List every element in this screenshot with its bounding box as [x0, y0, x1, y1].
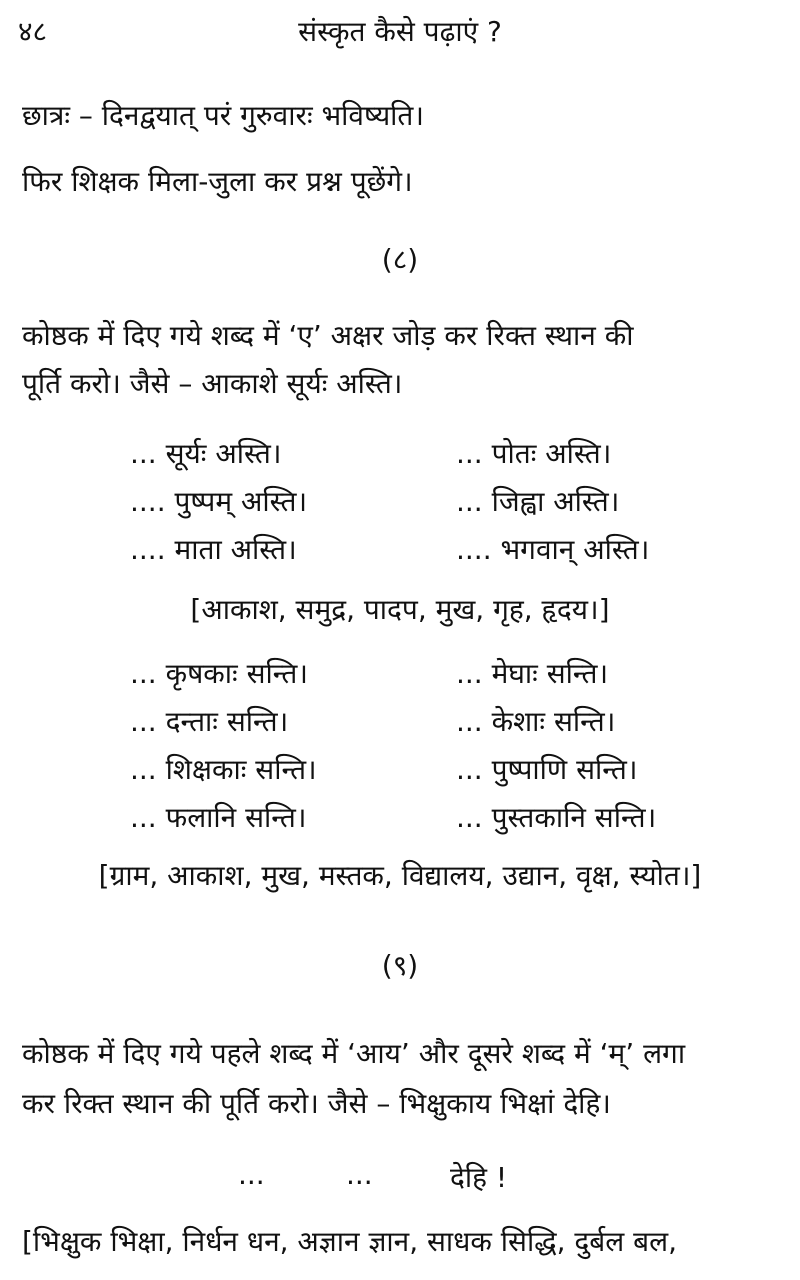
exercise-set-1 [130, 430, 730, 574]
exercise-item: ... फलानि सन्ति। [130, 801, 307, 834]
section-9-instruction-line-2: कर रिक्त स्थान की पूर्ति करो। जैसे – भिक्षुकाय भिक्षां देहि। [22, 1087, 611, 1120]
word-bank-1: [आकाश, समुद्र, पादप, मुख, गृह, हृदय।] [190, 593, 610, 626]
exercise-row [130, 698, 730, 746]
section-8-number: (८) [381, 243, 419, 276]
intro-line-2: फिर शिक्षक मिला-जुला कर प्रश्न पूछेंगे। [22, 165, 413, 198]
word-bank-3: [भिक्षुक भिक्षा, निर्धन धन, अज्ञान ज्ञान, साधक सिद्धि, दुर्बल बल, [22, 1225, 678, 1258]
exercise-item: .... भगवान् अस्ति। [456, 533, 650, 566]
exercise-row [130, 526, 730, 574]
example-dehi: देहि ! [450, 1161, 508, 1194]
exercise-item: ... पुष्पाणि सन्ति। [456, 753, 638, 786]
exercise-item: ... पुस्तकानि सन्ति। [456, 801, 657, 834]
exercise-item: ... कृषकाः सन्ति। [130, 657, 308, 690]
word-bank-2: [ग्राम, आकाश, मुख, मस्तक, विद्यालय, उद्यान, वृक्ष, स्योत।] [98, 859, 702, 892]
example-blank-2: ... [346, 1158, 373, 1191]
exercise-row [130, 650, 730, 698]
exercise-item: ... सूर्यः अस्ति। [130, 437, 282, 470]
intro-line-1: छात्रः – दिनद्वयात् परं गुरुवारः भविष्यति। [22, 99, 425, 132]
page-number: ४८ [18, 15, 48, 48]
page-header-title: संस्कृत कैसे पढ़ाएं ? [298, 15, 502, 48]
exercise-item: ... केशाः सन्ति। [456, 705, 616, 738]
exercise-row [130, 794, 730, 842]
exercise-row [130, 746, 730, 794]
exercise-set-2 [130, 650, 730, 842]
example-blank-1: ... [238, 1158, 265, 1191]
exercise-item: .... पुष्पम् अस्ति। [130, 485, 308, 518]
exercise-item: ... मेघाः सन्ति। [456, 657, 609, 690]
exercise-item: .... माता अस्ति। [130, 533, 297, 566]
exercise-item: ... दन्ताः सन्ति। [130, 705, 289, 738]
exercise-item: ... शिक्षकाः सन्ति। [130, 753, 317, 786]
section-9-instruction-line-1: कोष्ठक में दिए गये पहले शब्द में ‘आय’ और दूसरे शब्द में ‘म्’ लगा [22, 1037, 686, 1070]
section-9-number: (९) [381, 949, 419, 982]
exercise-item: ... जिह्वा अस्ति। [456, 485, 620, 518]
exercise-row [130, 478, 730, 526]
section-8-instruction-line-2: पूर्ति करो। जैसे – आकाशे सूर्यः अस्ति। [22, 367, 403, 400]
section-8-instruction-line-1: कोष्ठक में दिए गये शब्द में ‘ए’ अक्षर जोड़ कर रिक्त स्थान की [22, 319, 634, 352]
exercise-row [130, 430, 730, 478]
exercise-item: ... पोतः अस्ति। [456, 437, 612, 470]
